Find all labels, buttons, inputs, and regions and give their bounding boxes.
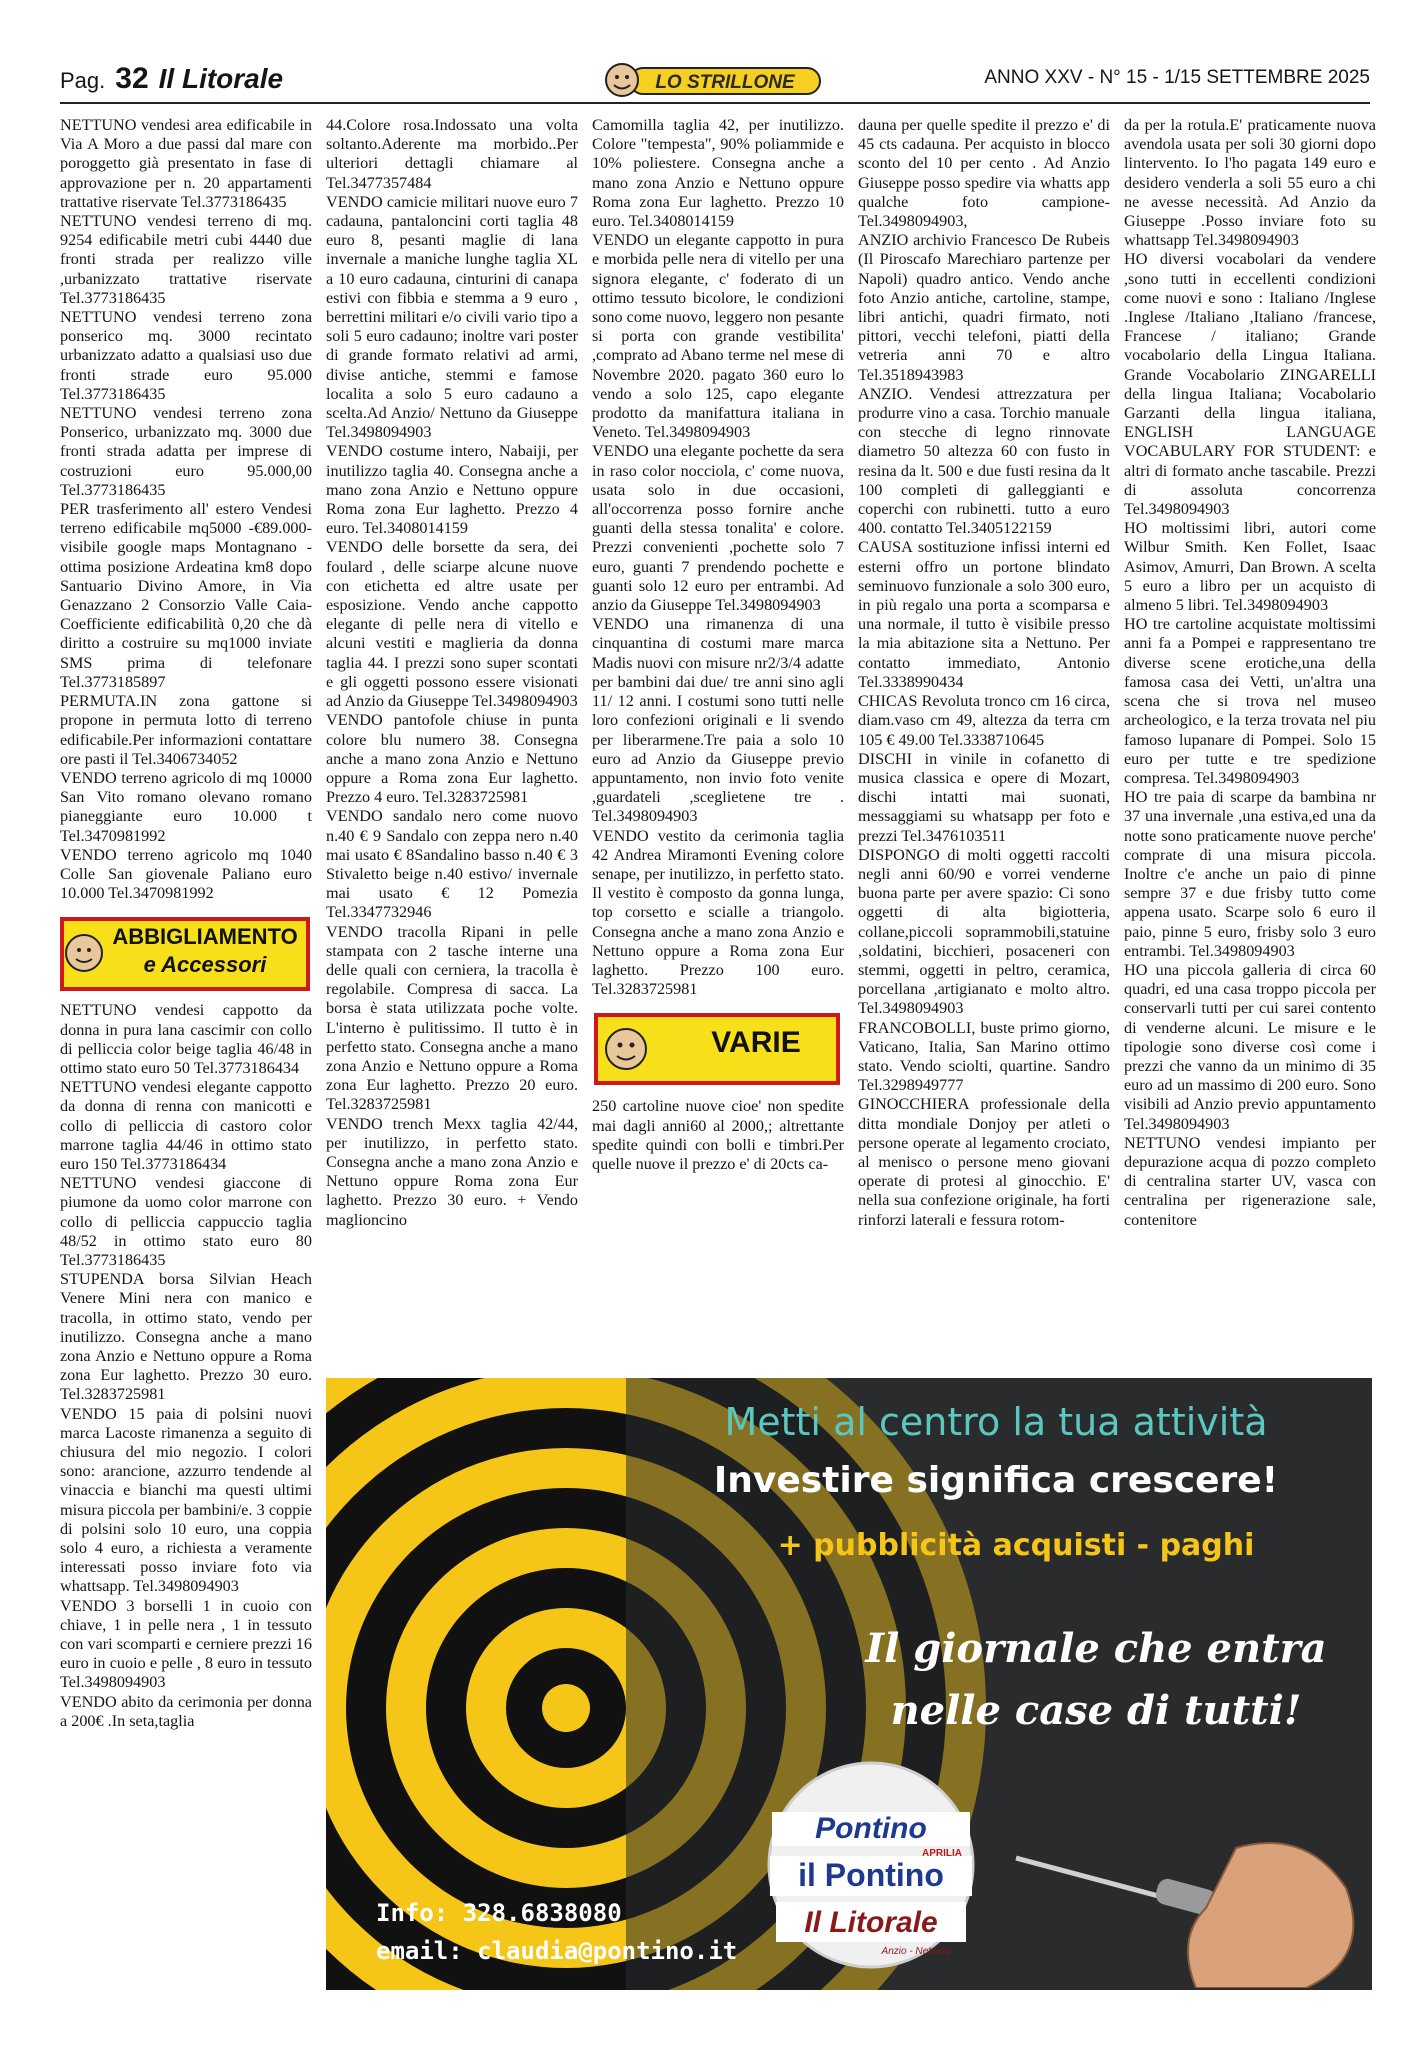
column-3 bbox=[592, 116, 844, 1364]
classified-ad: VENDO abito da cerimonia per donna a 200€ .In seta,taglia bbox=[60, 1692, 312, 1730]
classified-ad: ANZIO. Vendesi attrezzatura per produrre vino a casa. Torchio manuale con stecche di legno rinnovate diametro 50 altezza 60 con fusto in resina da lt. 500 e due fusti resina da lt 100 completi di galleggianti e coperchi con rubinetti. tutto a euro 400. contatto Tel.3405122159 bbox=[858, 384, 1110, 538]
classified-ad: HO tre cartoline acquistate moltissimi anni fa a Pompei e rappresentano tre diverse scene erotiche,una della famosa casa dei Vetti, un'altra una scena che si trova nel museo archeologico, e la terza trovata nel piu famoso lupanare di Pompei. Solo 15 euro per tutte e tre spedizione compresa. Tel.3498094903 bbox=[1124, 615, 1376, 787]
ad-title: Metti al centro la tua attività bbox=[724, 1400, 1268, 1444]
logo-mascot-eye bbox=[615, 75, 619, 79]
lo-strillone-logo bbox=[600, 58, 830, 102]
classified-ad: VENDO tracolla Ripani in pelle stampata con 2 tasche interne una delle quali con cerniera, la tracolla è regolabile. Compresa di sacca. La borsa è stata utilizzata poche volte. L'interno è pulitissimo. Il tutto è in perfetto stato. Consegna anche a mano zona Anzio e Nettuno oppure a Roma zona Eur laghetto. Prezzo 20 euro. Tel.3283725981 bbox=[326, 922, 578, 1114]
classified-ad: CAUSA sostituzione infissi interni ed esterni offro un portone blindato seminuovo funzionale a solo 300 euro, in più regalo una porta a scomparsa e una normale, il tutto è visibile presso la mia abitazione sita a Nettuno. Per contatto immediato, Antonio Tel.3338990434 bbox=[858, 538, 1110, 691]
ball-masthead-small: APRILIA bbox=[922, 1848, 962, 1859]
target-bullseye bbox=[542, 1684, 590, 1732]
classified-ad: NETTUNO vendesi terreno di mq. 9254 edificabile metri cubi 4440 due fronti strada per realizzo ville ,urbanizzato trattative riservate Tel.3773186435 bbox=[60, 212, 312, 307]
advertisement bbox=[326, 1378, 1372, 1990]
classified-ad: DISPONGO di molti oggetti raccolti negli anni 60/90 e vorrei venderne buona parte per avere spazio: Ci sono oggetti di alta bigiotteria, collane,piccoli soprammobili,statuine ,soldatini, bicchieri, posaceneri con stemmi, oggetti in peltro, ceramica, porcellana ,artigianato e molto altro. Tel.3498094903 bbox=[858, 845, 1110, 1018]
hand-dart-image bbox=[1006, 1788, 1372, 1988]
classified-ad: HO diversi vocabolari da vendere ,sono tutti in eccellenti condizioni come nuovi e sono : Italiano /Inglese .Inglese /Italiano ,Italiano /francese, Francese / italiano; Grande vocabolario della Lingua Italiana. Grande Vocabolario ZINGARELLI della lingua Italiana; Vocabolario Garzanti della lingua italiana, ENGLISH LANGUAGE VOCABULARY FOR STUDENT: e altri di formato anche tascabile. Prezzi di assoluta concorrenza Tel.3498094903 bbox=[1124, 250, 1376, 519]
ad-slogan: + pubblicità acquisti - paghi bbox=[777, 1528, 1255, 1563]
classified-ad: NETTUNO vendesi area edificabile in Via A Moro a due passi dal mare con poroggetto già presentato in fase di approvazione per n. 20 appartamenti trattative riservate Tel.3773186435 bbox=[60, 116, 312, 211]
column-1 bbox=[60, 116, 312, 2061]
category-title: ABBIGLIAMENTO bbox=[112, 924, 298, 950]
classified-ad: VENDO costume intero, Nabaiji, per inutilizzo taglia 40. Consegna anche a mano zona Anzio e Nettuno oppure Roma zona Eur laghetto. Prezzo 4 euro. Tel.3408014159 bbox=[326, 442, 578, 538]
classified-ad: DISCHI in vinile in cofanetto di musica classica e opere di Mozart, dischi intatti mai suonati, messaggiami su whatsapp per foto e prezzi Tel.3476103511 bbox=[858, 749, 1110, 845]
ad-phone: Info: 328.6838080 bbox=[376, 1899, 622, 1927]
classified-ad: VENDO delle borsette da sera, dei foulard , delle sciarpe alcune nuove con etichetta ed altre usate per esposizione. Vendo anche cappotto elegante di pelle nera di vitello e alcuni vestiti e maglieria da donna taglia 44. I prezzi sono super scontati e gli oggetti possono essere visionati ad Anzio da Giuseppe Tel.3498094903 bbox=[326, 538, 578, 711]
classified-ad: VENDO camicie militari nuove euro 7 cadauna, pantaloncini corti taglia 48 euro 8, pesanti maglie di lana invernale a maniche lunghe taglia XL a 10 euro cadauna, cinturini di canapa estivi con fibbia e stemma a 9 euro , berrettini militari e/o civili vario tipo a soli 5 euro cadauno; inoltre vari poster di grande formato relativi ad armi, divise antiche, stemmi e famose localita a solo 5 euro cadauno a scelta.Ad Anzio/ Nettuno da Giuseppe Tel.3498094903 bbox=[326, 192, 578, 442]
banner-mascot-icon bbox=[66, 935, 102, 971]
classified-ad: NETTUNO vendesi elegante cappotto da donna di renna con manicotti e collo di pelliccia di castoro color marrone taglia 44/46 in ottimo stato euro 150 Tel.3773186434 bbox=[60, 1078, 312, 1173]
ad-tagline bbox=[846, 1618, 1346, 1742]
classified-ad: Camomilla taglia 42, per inutilizzo. Colore "tempesta", 90% poliammide e 10% poliestere. Consegna anche a mano zona Anzio e Nettuno oppure Roma zona Eur laghetto. Prezzo 10 euro. Tel.3408014159 bbox=[592, 116, 844, 231]
category-banner-abbigliamento bbox=[60, 913, 312, 993]
page-number: 32 bbox=[115, 62, 149, 95]
ad-subtitle: Investire significa crescere! bbox=[713, 1460, 1279, 1501]
paper-name: Il Litorale bbox=[158, 63, 284, 94]
category-banner-varie bbox=[592, 1009, 844, 1089]
page-header-left bbox=[60, 62, 283, 96]
logo-text: LO STRILLONE bbox=[655, 72, 795, 93]
column-5 bbox=[1124, 116, 1376, 1364]
classified-ad: VENDO trench Mexx taglia 42/44, per inutilizzo, in perfetto stato. Consegna anche a mano zona Anzio e Nettuno oppure Roma zona Eur laghetto. Prezzo 30 euro. + Vendo maglioncino bbox=[326, 1114, 578, 1229]
page-label: Pag. bbox=[60, 68, 106, 93]
classified-ad: VENDO terreno agricolo mq 1040 Colle San giovenale Paliano euro 10.000 Tel.3470981992 bbox=[60, 845, 312, 903]
classified-ad: CHICAS Revoluta tronco cm 16 circa, diam.vaso cm 49, altezza da terra cm 105 € 49.00 Tel.3338710645 bbox=[858, 692, 1110, 749]
classified-ad: VENDO una rimanenza di una cinquantina di costumi mare marca Madis nuovi con misure nr2/3/4 adatte per bambini dai due/ tre anni sino agli 11/ 12 anni. I costumi sono tutti nelle loro confezioni originali e li svendo per liberarmene.Tre paia a solo 10 euro ad Anzio da Giuseppe previo appuntamento, non invio foto venite ,guardateli ,sceglietene tre . Tel.3498094903 bbox=[592, 615, 844, 826]
classified-ad: VENDO una elegante pochette da sera in raso color nocciola, c' come nuova, usata solo in due occasioni, all'occorrenza posso fornire anche guanti della stessa tonalita' e colore. Prezzi convenienti ,pochette solo 7 euro, guanti 7 prendendo pochette e guanti solo 12 euro per entrambi. Ad anzio da Giuseppe Tel.3498094903 bbox=[592, 442, 844, 615]
classified-ad: GINOCCHIERA professionale della ditta mondiale Donjoy per atleti o persone operate al legamento crociato, al menisco o persone meno giovani operate di protesi al ginocchio. E' nella sua confezione originale, ha forti rinforzi laterali e fessura rotom- bbox=[858, 1095, 1110, 1229]
classified-ad: VENDO vestito da cerimonia taglia 42 Andrea Miramonti Evening colore senape, per inutilizzo, in perfetto stato. Il vestito è composto da gonna lunga, top corsetto e scialle a triangolo. Consegna anche a mano zona Anzio e Nettuno oppure a Roma zona Eur laghetto. Prezzo 100 euro. Tel.3283725981 bbox=[592, 826, 844, 999]
classified-ad: dauna per quelle spedite il prezzo e' di 45 cts cadauna. Per acquisto in blocco sconto del 10 per cento . Ad Anzio Giuseppe posso spedire via whatts app qualche foto campione- Tel.3498094903, bbox=[858, 116, 1110, 231]
classified-ad: VENDO 3 borselli 1 in cuoio con chiave, 1 in pelle nera , 1 in tessuto con vari scomparti e cerniere prezzi 16 euro in cuoio e pelle , 8 euro in tessuto Tel.3498094903 bbox=[60, 1596, 312, 1692]
page-header bbox=[60, 58, 1370, 106]
classified-ad: 44.Colore rosa.Indossato una volta soltanto.Aderente ma morbido..Per ulteriori dettagli chiamare al Tel.3477357484 bbox=[326, 116, 578, 192]
header-rule bbox=[60, 102, 1370, 104]
category-title: VARIE bbox=[711, 1026, 801, 1060]
classified-ad: NETTUNO vendesi terreno zona Ponserico, urbanizzato mq. 3000 due fronti strada adatta per imprese di costruzioni euro 95.000,00 Tel.3773186435 bbox=[60, 404, 312, 499]
ad-email: email: claudia@pontino.it bbox=[376, 1937, 738, 1965]
ad-tagline-line: nelle case di tutti! bbox=[890, 1687, 1302, 1734]
ball-masthead-1: Pontino bbox=[815, 1812, 927, 1845]
classified-ad: VENDO pantofole chiuse in punta colore blu numero 38. Consegna anche a mano zona Anzio e Nettuno oppure a Roma zona Eur laghetto. Prezzo 4 euro. Tel.3283725981 bbox=[326, 711, 578, 807]
newspaper-ball-image bbox=[766, 1760, 976, 1970]
ball-masthead-city: Anzio - Nettuno bbox=[881, 1946, 951, 1957]
issue-info: ANNO XXV - N° 15 - 1/15 SETTEMBRE 2025 bbox=[984, 67, 1370, 88]
logo-mascot-head bbox=[606, 64, 638, 96]
banner-mascot-icon bbox=[606, 1029, 646, 1069]
classified-ad: da per la rotula.E' praticamente nuova avendola usata per soli 30 giorni dopo lintervento. Io l'ho pagata 149 euro e desidero venderla a soli 55 euro a chi ne avesse necessità. Ad Anzio da Giuseppe .Posso inviare foto su whattsapp Tel.3498094903 bbox=[1124, 116, 1376, 250]
classified-ad: FRANCOBOLLI, buste primo giorno, Vaticano, Italia, San Marino ottimo stato. Vendo sciolti, quartine. Sandro Tel.3298949777 bbox=[858, 1018, 1110, 1095]
classified-ad: VENDO 15 paia di polsini nuovi marca Lacoste rimanenza a seguito di chiusura del mio negozio. I colori sono: arancione, azzurro tendende al vinaccia e bianchi ma questi ultimi misura piccola per bambini/e. 3 coppie di polsini solo 10 euro, una coppia solo 4 euro, a richiesta a veramente interessati posso inviare foto via whattsapp. Tel.3498094903 bbox=[60, 1404, 312, 1596]
classified-ad: VENDO sandalo nero come nuovo n.40 € 9 Sandalo con zeppa nero n.40 mai usato € 8Sandalino basso n.40 € 3 Stivaletto beige n.40 estivo/ invernale mai usato € 12 Pomezia Tel.3347732946 bbox=[326, 807, 578, 922]
classified-ad: HO tre paia di scarpe da bambina nr 37 una invernale ,una estiva,ed una da notte sono praticamente nuove perche' comprate di una misura piccola. Inoltre c'e anche un paio di pinne sempre 37 e due frisby tutto come appena usato. Scarpe solo 6 euro il paio, pinne 5 euro, frisby solo 3 euro entrambi. Tel.3498094903 bbox=[1124, 788, 1376, 960]
classified-ad: HO una piccola galleria di circa 60 quadri, ed una casa troppo piccola per conservarli tutti per cui sarei contento di venderne alcuni. Le misure e le tipologie sono diverse così come i prezzi che vanno da un minimo di 35 euro ad un massimo di 200 euro. Sono visibili ad Anzio previo appuntamento Tel.3498094903 bbox=[1124, 960, 1376, 1133]
classified-ad: NETTUNO vendesi cappotto da donna in pura lana cascimir con collo di pelliccia color beige taglia 46/48 in ottimo stato euro 50 Tel.3773186434 bbox=[60, 1001, 312, 1077]
ball-masthead-3: Il Litorale bbox=[804, 1906, 938, 1939]
classified-ad: VENDO terreno agricolo di mq 10000 San Vito romano olevano romano pianeggiante euro 10.000 t Tel.3470981992 bbox=[60, 768, 312, 845]
ad-tagline-line: Il giornale che entra bbox=[865, 1625, 1327, 1672]
classified-ad: VENDO un elegante cappotto in pura e morbida pelle nera di vitello per una signora elegante, c' foderato di un ottimo tessuto bicolore, le condizioni sono come nuovo, leggero non pesante si porta con grande vestibilita' ,comprato ad Abano terme nel mese di Novembre 2020. pagato 360 euro lo vendo a solo 125, capo elegante prodotto da manifattura italiana in Veneto. Tel.3498094903 bbox=[592, 231, 844, 442]
category-subtitle: e Accessori bbox=[143, 952, 267, 978]
column-4 bbox=[858, 116, 1110, 1364]
classified-ad: PERMUTA.IN zona gattone si propone in permuta lotto di terreno edificabile.Per informazioni contattare ore pasti il Tel.3406734052 bbox=[60, 692, 312, 768]
classified-ad: ANZIO archivio Francesco De Rubeis (Il Piroscafo Marechiaro partenze per Napoli) quadro antico. Vendo anche foto Anzio antiche, cartoline, stampe, libri antichi, quadri firmato, noti pittori, vecchi telefoni, piatti della vetreria anni 70 e altro Tel.3518943983 bbox=[858, 231, 1110, 384]
classified-ad: NETTUNO vendesi impianto per depurazione acqua di pozzo completo di centralina starter UV, vasca con centralina per rigenerazione sale, contenitore bbox=[1124, 1133, 1376, 1229]
logo-mascot-eye bbox=[625, 75, 629, 79]
classified-ad: HO moltissimi libri, autori come Wilbur Smith. Ken Follet, Isaac Asimov, Amurri, Dan Brown. A scelta 5 euro a libro per un acquisto di almeno 5 libri. Tel.3498094903 bbox=[1124, 519, 1376, 615]
classified-ad: 250 cartoline nuove cioe' non spedite mai dagli anni60 al 2000,; altrettante spedite quindi con bolli e timbri.Per quelle nuove il prezzo e' di 20cts ca- bbox=[592, 1097, 844, 1173]
classified-ad: STUPENDA borsa Silvian Heach Venere Mini nera con manico e tracolla, in ottimo stato, vendo per inutilizzo. Consegna anche a mano zona Anzio e Nettuno oppure a Roma zona Eur laghetto. Prezzo 30 euro. Tel.3283725981 bbox=[60, 1270, 312, 1404]
ad-contact bbox=[376, 1894, 737, 1970]
ball-masthead-2: il Pontino bbox=[798, 1857, 944, 1893]
classified-ad: PER trasferimento all' estero Vendesi terreno edificabile mq5000 -€89.000- visibile google maps Montagnano -ottima posizione Ardeatina km8 dopo Santuario Divino Amore, in Via Genazzano 2 Consorzio Valle Caia- Coefficiente edificabilità 0,20 che dà diritto a costruire su mq1000 inviate SMS prima di telefonare Tel.3773185897 bbox=[60, 500, 312, 691]
classified-ad: NETTUNO vendesi terreno zona ponserico mq. 3000 recintato urbanizzato adatto a qualsiasi uso due fronti strade euro 95.000 Tel.3773186435 bbox=[60, 308, 312, 403]
classified-ad: NETTUNO vendesi giaccone di piumone da uomo color marrone con collo di pelliccia cappuccio taglia 48/52 in ottimo stato euro 80 Tel.3773186435 bbox=[60, 1174, 312, 1269]
